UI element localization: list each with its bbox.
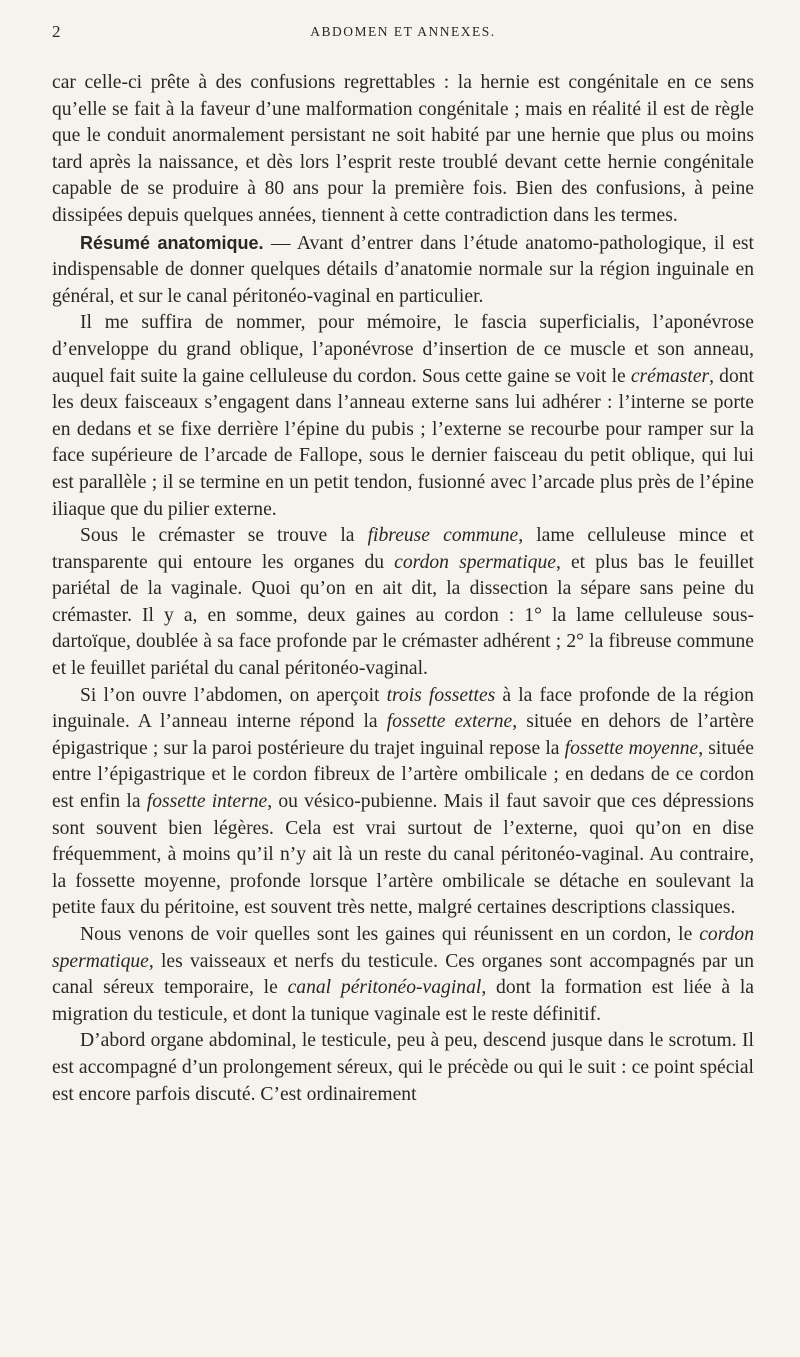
italic-term: cordon spermatique (394, 551, 556, 573)
text-run: Il me suffira de nommer, pour mémoire, le fascia superficialis, l’aponévrose d’enveloppe du grand oblique, l’aponévrose d’insertion de ce muscle et son anneau, auquel fait suite la gaine celluleuse du cordon. Sous cette gaine se voit le (52, 312, 754, 387)
text-run: , ou vésico-pubienne. Mais il faut savoir que ces dépressions sont souvent bien légères. Cela est vrai surtout de l’externe, quoi qu’on en dise fréquemment, à moins qu’il n’y ait là un reste du canal péritonéo-vaginal. Au contraire, la fossette moyenne, profonde lorsque l’artère ombilicale se détache en soulevant la petite faux du péritoine, est souvent très nette, malgré certaines descriptions classiques. (52, 791, 754, 919)
text-run: à la face profonde de la région inguinale. A l’anneau interne répond la (52, 684, 754, 733)
italic-term: fibreuse commune (367, 525, 519, 547)
text-run: , les vaisseaux et nerfs du testicule. Ces organes sont accompagnés par un canal séreux temporaire, le (52, 950, 754, 999)
paragraph (52, 1028, 754, 1108)
text-run: , dont la formation est liée à la migration du testicule, et dont la tunique vaginale est le reste définitif. (52, 977, 754, 1025)
text-run: Si l’on ouvre l’abdomen, on aperçoit (80, 684, 387, 706)
text-run: Nous venons de voir quelles sont les gaines qui réunissent en un cordon, le (80, 924, 700, 945)
text-run: Sous le crémaster se trouve la (80, 525, 368, 547)
text-run: , et plus bas le feuillet pariétal de la vaginale. Quoi qu’on en ait dit, la dissection la sépare sans peine du crémaster. Il y a, en somme, deux gaines au cordon : 1° la lame celluleuse sous-dartoïque, doublée à sa face profonde par le crémaster adhérent ; 2° la fibreuse commune et le feuillet pariétal du canal péritonéo-vaginal. (52, 551, 754, 680)
italic-term: trois fossettes (386, 684, 496, 706)
running-head: ABDOMEN ET ANNEXES. (310, 24, 496, 39)
italic-term: fossette interne (146, 791, 268, 813)
paragraph (52, 523, 754, 683)
italic-term: canal péritonéo-vaginal (287, 977, 482, 999)
text-run: — Avant d’entrer dans l’étude anatomo-pathologique, il est indispensable de donner quelques détails d’anatomie normale sur la région inguinale en général, et sur le canal péritonéo-vaginal en particulier. (52, 232, 754, 307)
page-number: 2 (52, 22, 61, 41)
text-run: , dont les deux faisceaux s’engagent dans l’anneau externe sans lui adhérer : l’interne se porte en dedans et se fixe derrière l’épine du pubis ; l’externe se recourbe pour ramper sur la face supérieure de l’arcade de Fallope, sous le dernier faisceau du petit oblique, qui lui est parallèle ; il se termine en un petit tendon, fusionné avec l’arcade plus près de l’épine iliaque que du pilier externe. (52, 365, 754, 520)
text-run: car celle-ci prête à des confusions regrettables : la hernie est congénitale en ce sens qu’elle se fait à la faveur d’une malformation congénitale ; mais en réalité il est de règle que le conduit anormalement persistant ne soit habité par une hernie que plus ou moins tard après la naissance, et dès lors l’esprit reste troublé devant cette hernie congénitale capable de se produire à 80 ans pour la première fois. Bien des confusions, à peine dissipées depuis quelques années, tiennent à cette contradiction dans les termes. (52, 72, 754, 226)
paragraph (52, 922, 754, 1028)
page-header (52, 0, 754, 52)
text-run: D’abord organe abdominal, le testicule, peu à peu, descend jusque dans le scrotum. Il est accompagné d’un prolongement séreux, qui le précède ou qui le suit : ce point spécial est encore parfois discuté. C’est ordinairement (52, 1030, 754, 1105)
paragraph (52, 310, 754, 523)
paragraph (52, 683, 754, 922)
italic-term: cordon spermatique (52, 924, 754, 972)
body-text (52, 70, 754, 1108)
text-run: , lame celluleuse mince et transparente qui entoure les organes du (52, 525, 755, 573)
text-run: , située en dehors de l’artère épigastrique ; sur la paroi postérieure du trajet inguinal repose la (52, 711, 755, 759)
paragraph (52, 230, 754, 311)
section-heading: Résumé anatomique. (80, 232, 264, 253)
text-run: , située entre l’épigastrique et le cordon fibreux de l’artère ombilicale ; en dedans de ce cordon est enfin la (52, 737, 754, 813)
italic-term: fossette externe (386, 711, 513, 733)
italic-term: crémaster (630, 365, 710, 387)
paragraph (52, 70, 754, 230)
italic-term: fossette moyenne (564, 737, 699, 759)
